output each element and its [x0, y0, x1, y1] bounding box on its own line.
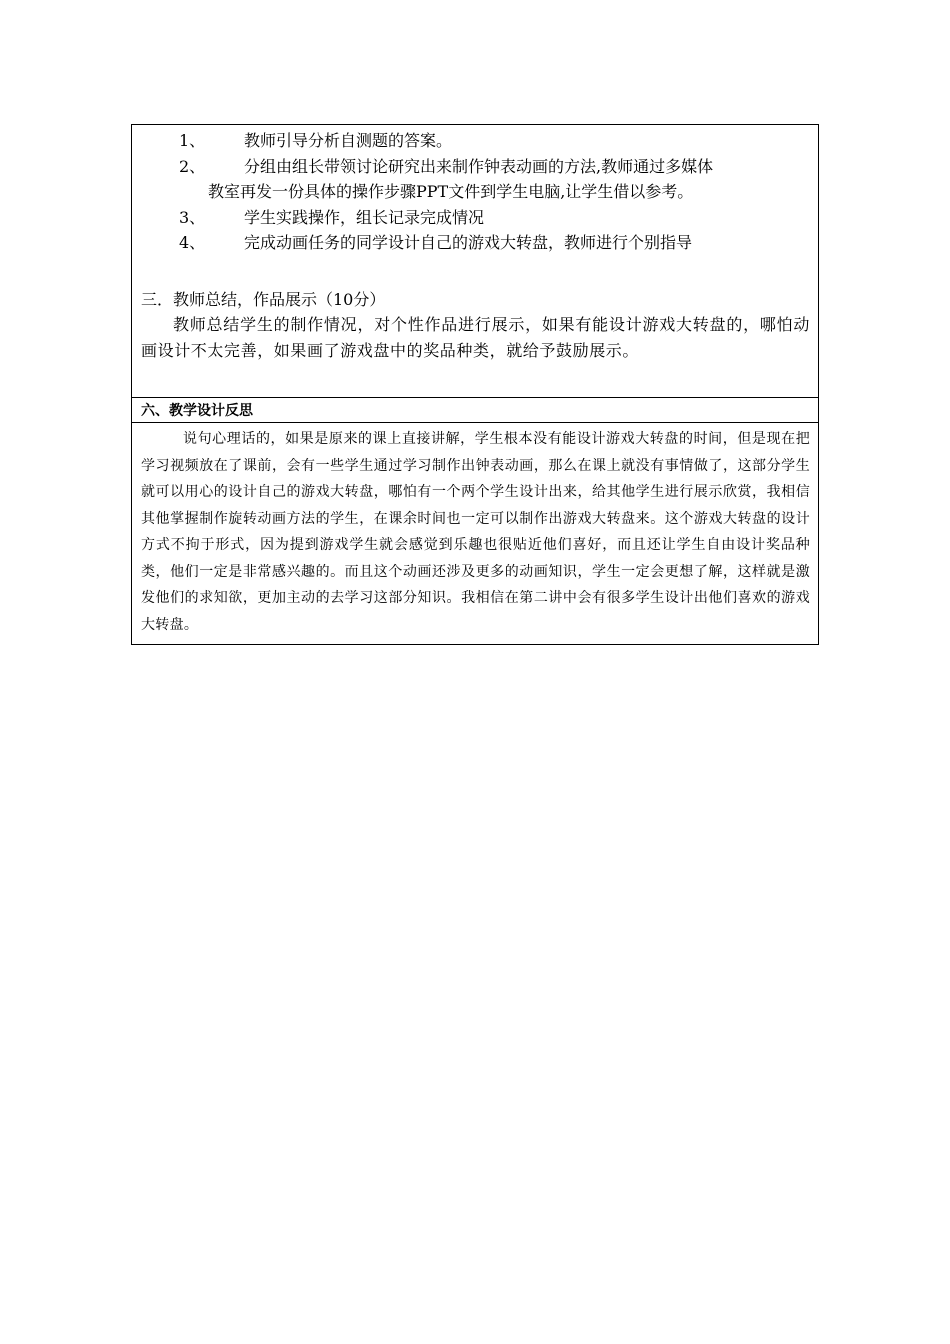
reflection-paragraph: 说句心理话的，如果是原来的课上直接讲解，学生根本没有能设计游戏大转盘的时间，但是现在把学习视频放在了课前，会有一些学生通过学习制作出钟表动画，那么在课上就没有事情做了，这部分学生就可以用心的设计自己的游戏大转盘，哪怕有一个两个学生设计出来，给其他学生进行展示欣赏，我相信其他掌握制作旋转动画方法的学生，在课余时间也一定可以制作出游戏大转盘来。这个游戏大转盘的设计方式不拘于形式，因为提到游戏学生就会感觉到乐趣也很贴近他们喜好，而且还让学生自由设计奖品种类，他们一定是非常感兴趣的。而且这个动画还涉及更多的动画知识，学生一定会更想了解，这样就是激发他们的求知欲，更加主动的去学习这部分知识。我相信在第二讲中会有很多学生设计出他们喜欢的游戏大转盘。 [141, 431, 810, 633]
step-item-4 [141, 230, 810, 256]
step-number: 3、 [179, 207, 206, 227]
step-item-2 [141, 154, 810, 180]
step-text-continuation: 教室再发一份具体的操作步骤PPT文件到学生电脑,让学生借以参考。 [208, 182, 694, 201]
section-heading: 三．教师总结，作品展示（10分） [141, 289, 386, 309]
summary-paragraph: 教师总结学生的制作情况，对个性作品进行展示，如果有能设计游戏大转盘的，哪怕动画设计不太完善，如果画了游戏盘中的奖品种类，就给予鼓励展示。 [141, 315, 810, 360]
step-item-1 [141, 128, 810, 154]
step-text: 完成动画任务的同学设计自己的游戏大转盘，教师进行个别指导 [244, 233, 693, 252]
step-number: 4、 [179, 233, 206, 252]
step-item-3 [141, 205, 810, 231]
spacer [141, 256, 810, 281]
step-text: 分组由组长带领讨论研究出来制作钟表动画的方法,教师通过多媒体 [244, 156, 714, 176]
step-text: 教师引导分析自测题的答案。 [244, 131, 453, 150]
step-number: 2、 [179, 156, 206, 176]
teaching-process-cell [132, 125, 818, 398]
step-number: 1、 [179, 131, 206, 150]
reflection-heading: 六、教学设计反思 [132, 398, 818, 423]
lesson-plan-table [131, 124, 819, 645]
step-text: 学生实践操作，组长记录完成情况 [244, 207, 485, 227]
